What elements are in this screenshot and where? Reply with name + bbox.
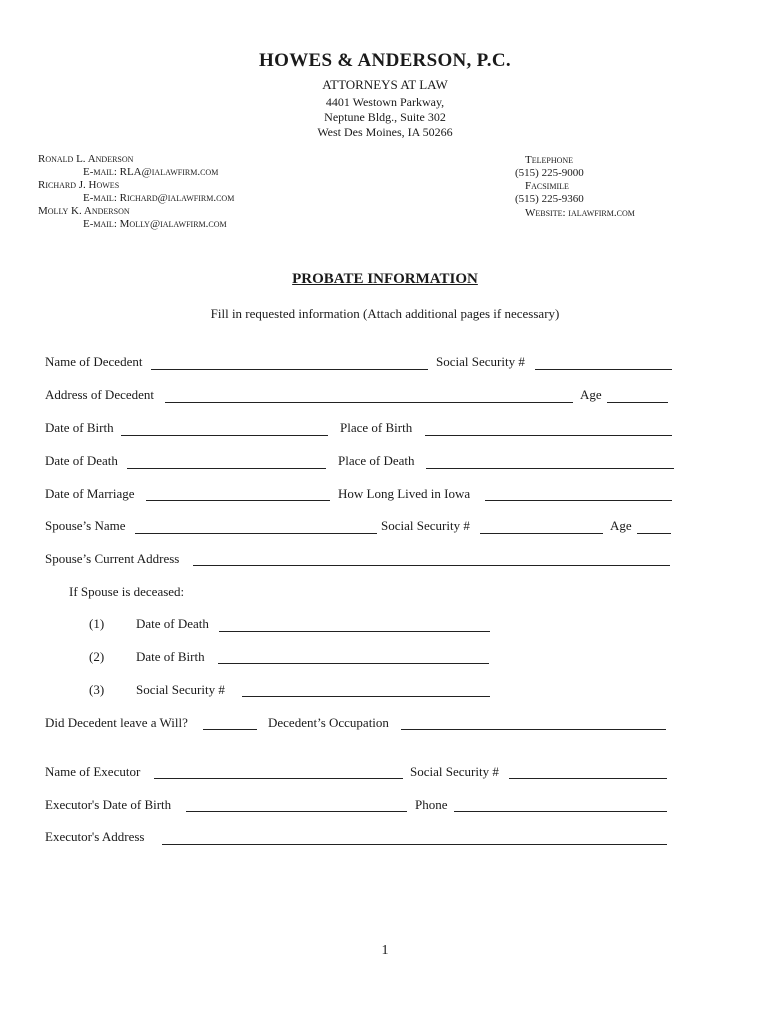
name-of-decedent-label: Name of Decedent <box>45 354 143 369</box>
spouse-date-of-birth-field[interactable] <box>218 663 489 664</box>
firm-address-line2: Neptune Bldg., Suite 302 <box>324 110 446 124</box>
date-of-birth-label: Date of Birth <box>45 420 114 435</box>
place-of-death-field[interactable] <box>426 468 674 469</box>
sub-item-number: (2) <box>89 649 105 664</box>
spouses-name-field[interactable] <box>135 533 377 534</box>
executor-dob-field[interactable] <box>186 811 407 812</box>
address-of-decedent-label: Address of Decedent <box>45 387 155 402</box>
how-long-lived-field[interactable] <box>485 500 672 501</box>
place-of-death-label: Place of Death <box>338 453 415 468</box>
attorney-email: E-mail: Molly@ialawfirm.com <box>83 218 227 230</box>
spouse-age-label: Age <box>610 518 632 533</box>
date-of-death-label: Date of Death <box>45 453 118 468</box>
executor-address-label: Executor's Address <box>45 829 145 844</box>
spouse-age-field[interactable] <box>637 533 671 534</box>
executor-dob-label: Executor's Date of Birth <box>45 797 172 812</box>
firm-name: HOWES & ANDERSON, P.C. <box>259 50 511 71</box>
place-of-birth-field[interactable] <box>425 435 672 436</box>
how-long-lived-label: How Long Lived in Iowa <box>338 486 471 501</box>
page-number: 1 <box>381 943 389 958</box>
name-of-executor-field[interactable] <box>154 778 403 779</box>
place-of-birth-label: Place of Birth <box>340 420 413 435</box>
decedent-age-label: Age <box>580 387 602 402</box>
name-of-decedent-field[interactable] <box>151 369 428 370</box>
executor-address-field[interactable] <box>162 844 667 845</box>
executor-phone-label: Phone <box>415 797 448 812</box>
address-of-decedent-field[interactable] <box>165 402 573 403</box>
leave-will-field[interactable] <box>203 729 257 730</box>
if-spouse-deceased-label: If Spouse is deceased: <box>69 584 185 599</box>
attorney-name: Ronald L. Anderson <box>38 153 134 165</box>
date-of-birth-field[interactable] <box>121 435 328 436</box>
executor-phone-field[interactable] <box>454 811 667 812</box>
attorney-email: E-mail: Richard@ialawfirm.com <box>83 192 235 204</box>
occupation-label: Decedent’s Occupation <box>268 715 389 730</box>
leave-will-label: Did Decedent leave a Will? <box>45 715 188 730</box>
form-instructions: Fill in requested information (Attach additional pages if necessary) <box>210 306 560 321</box>
spouse-date-of-death-label: Date of Death <box>136 616 209 631</box>
firm-subtitle: ATTORNEYS AT LAW <box>322 77 448 92</box>
occupation-field[interactable] <box>401 729 666 730</box>
facsimile-number: (515) 225-9360 <box>515 193 584 205</box>
attorney-name: Richard J. Howes <box>38 179 120 191</box>
date-of-marriage-field[interactable] <box>146 500 330 501</box>
executor-ssn-label: Social Security # <box>410 764 499 779</box>
name-of-executor-label: Name of Executor <box>45 764 141 779</box>
executor-ssn-field[interactable] <box>509 778 667 779</box>
sub-item-number: (1) <box>89 616 105 631</box>
telephone-label: Telephone <box>525 154 574 166</box>
date-of-marriage-label: Date of Marriage <box>45 486 135 501</box>
firm-address-line1: 4401 Westown Parkway, <box>325 95 445 109</box>
attorney-email: E-mail: RLA@ialawfirm.com <box>83 166 219 178</box>
decedent-ssn-field[interactable] <box>535 369 672 370</box>
spouse-date-of-death-field[interactable] <box>219 631 490 632</box>
spouse-ssn-field[interactable] <box>480 533 603 534</box>
sub-item-number: (3) <box>89 682 105 697</box>
spouses-name-label: Spouse’s Name <box>45 518 126 533</box>
attorney-name: Molly K. Anderson <box>38 205 130 217</box>
spouse-ssn-label: Social Security # <box>381 518 470 533</box>
date-of-death-field[interactable] <box>127 468 326 469</box>
decedent-age-field[interactable] <box>607 402 668 403</box>
spouse-ssn-deceased-label: Social Security # <box>136 682 225 697</box>
spouse-ssn-deceased-field[interactable] <box>242 696 490 697</box>
form-title: PROBATE INFORMATION <box>292 271 478 287</box>
telephone-number: (515) 225-9000 <box>515 167 584 179</box>
spouse-date-of-birth-label: Date of Birth <box>136 649 205 664</box>
firm-address-line3: West Des Moines, IA 50266 <box>317 125 453 139</box>
spouses-address-label: Spouse’s Current Address <box>45 551 180 566</box>
spouses-address-field[interactable] <box>193 565 670 566</box>
website: Website: ialawfirm.com <box>525 207 635 219</box>
decedent-ssn-label: Social Security # <box>436 354 525 369</box>
facsimile-label: Facsimile <box>525 180 569 192</box>
